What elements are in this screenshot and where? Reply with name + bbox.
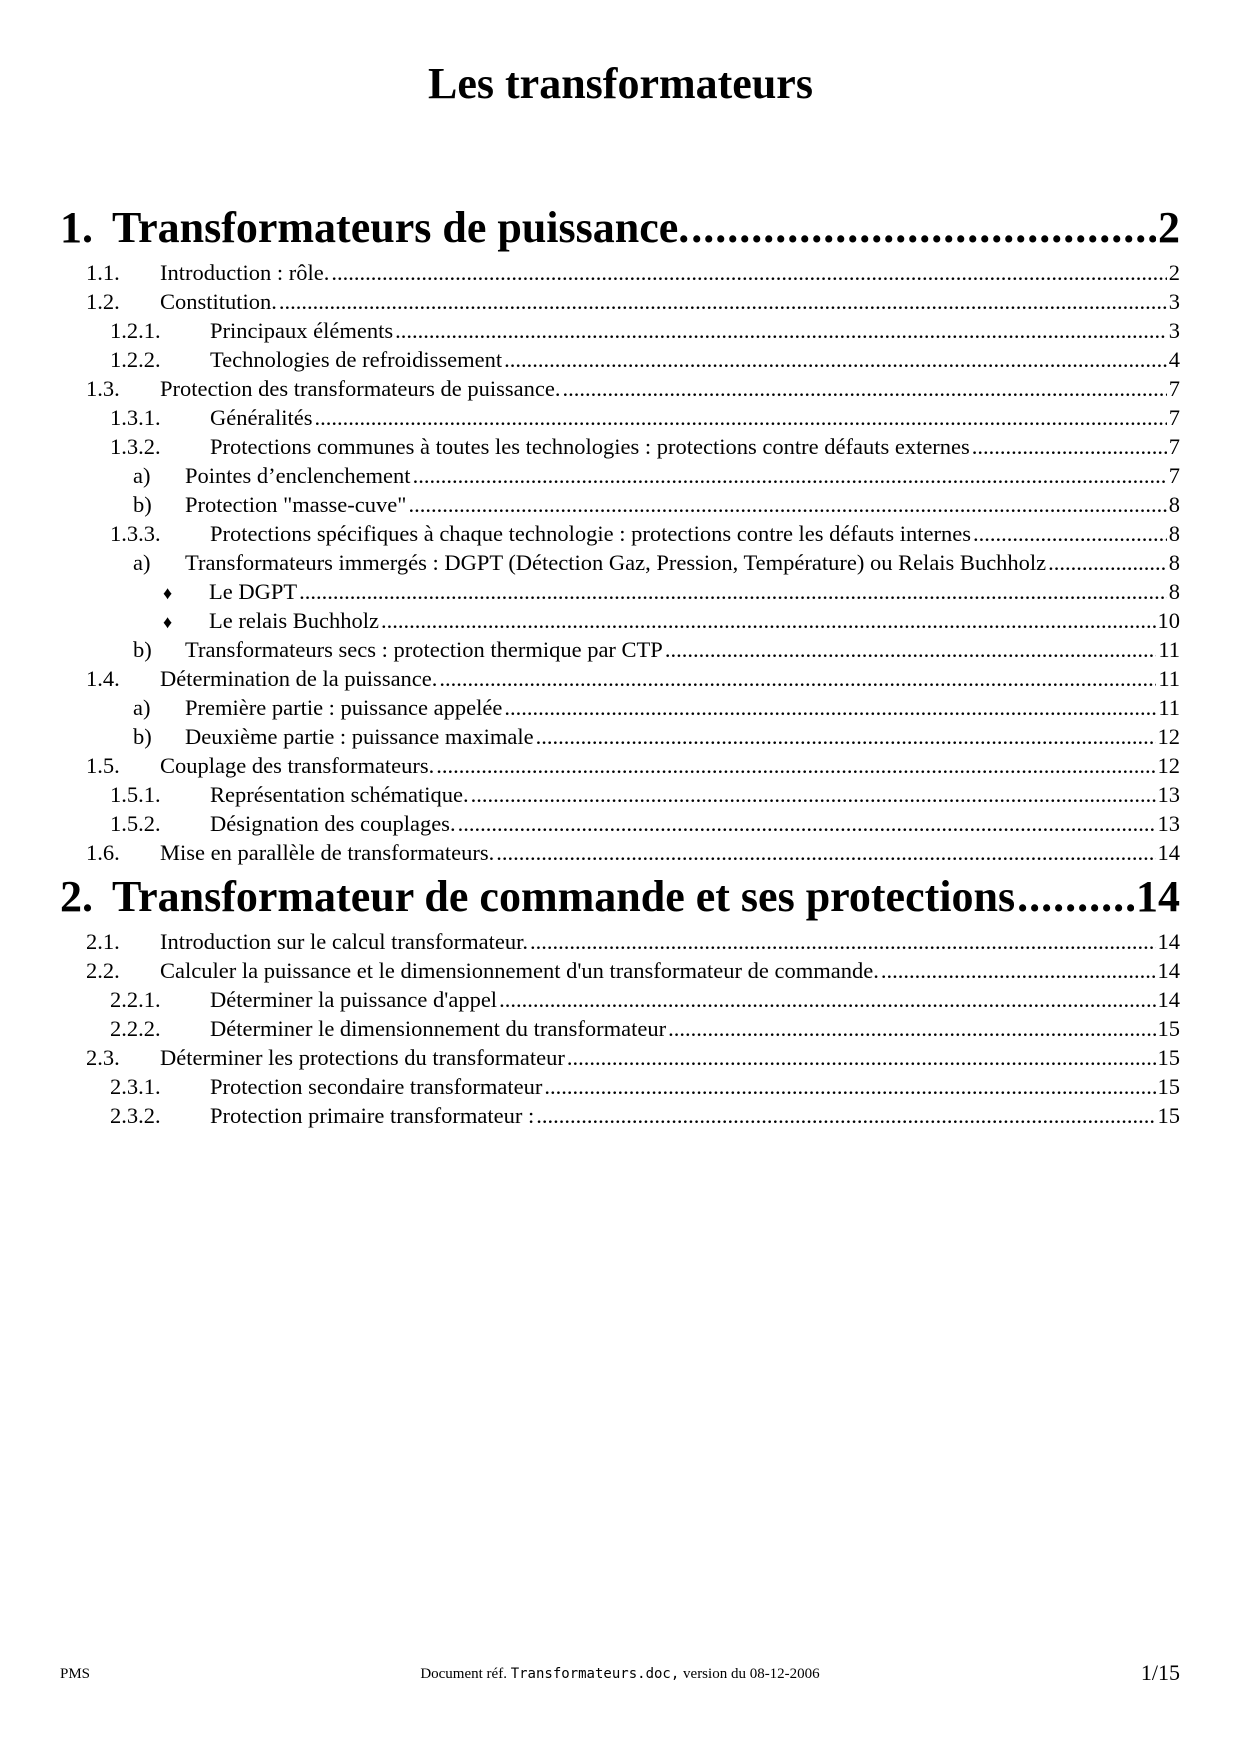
footer-version: version du 08-12-2006 [683, 1666, 820, 1682]
toc-entry-page: 15 [1157, 1016, 1180, 1041]
toc-leader-dots [413, 461, 1167, 490]
toc-entry-title: Protection des transformateurs de puissance. [160, 376, 561, 401]
toc-entry[interactable] [60, 838, 1180, 867]
toc-entry-title: Couplage des transformateurs. [160, 753, 435, 778]
toc-entry-page: 14 [1136, 872, 1180, 921]
toc-entry-page: 2 [1168, 260, 1180, 285]
toc-entry-page: 7 [1168, 405, 1180, 430]
toc-entry-page: 15 [1157, 1045, 1180, 1070]
toc-entry[interactable] [60, 956, 1180, 985]
toc-leader-dots [499, 985, 1155, 1014]
toc-leader-dots [395, 316, 1167, 345]
toc-entry-number: 1.5.2. [110, 811, 161, 836]
toc-entry-title: Protections spécifiques à chaque technologie : protections contre les défauts internes [210, 521, 972, 546]
toc-leader-dots [279, 287, 1167, 316]
toc-entry-page: 11 [1158, 637, 1180, 662]
toc-entry-title: Le DGPT [209, 579, 298, 604]
toc-entry[interactable] [60, 403, 1180, 432]
toc-entry[interactable] [60, 432, 1180, 461]
toc-leader-dots [691, 198, 1156, 258]
toc-entry-number: 2.2.1. [110, 987, 161, 1012]
toc-entry-title: Principaux éléments [210, 318, 394, 343]
footer-document-reference [60, 1666, 1180, 1683]
toc-entry[interactable] [60, 780, 1180, 809]
toc-entry[interactable] [60, 809, 1180, 838]
toc-leader-dots [536, 1101, 1155, 1130]
footer-filename: Transformateurs.doc, [510, 1666, 680, 1682]
toc-entry-title: Introduction : rôle. [160, 260, 330, 285]
toc-entry-page: 13 [1157, 811, 1180, 836]
toc-leader-dots [530, 927, 1156, 956]
toc-entry-number: 2.3.2. [110, 1103, 161, 1128]
toc-entry-title: Constitution. [160, 289, 277, 314]
toc-entry-page: 13 [1157, 782, 1180, 807]
toc-chapter[interactable] [60, 198, 1180, 258]
toc-entry-number: a) [133, 695, 151, 720]
toc-entry-number: 2.1. [86, 929, 120, 954]
footer-reference-prefix: Document réf. [420, 1666, 507, 1682]
toc-entry-number: 1.4. [86, 666, 120, 691]
page-title: Les transformateurs [428, 59, 813, 108]
toc-entry[interactable] [60, 751, 1180, 780]
toc-entry-number: a) [133, 550, 151, 575]
toc-leader-dots [496, 838, 1155, 867]
toc-entry[interactable] [60, 722, 1180, 751]
toc-entry-number: 1.2.1. [110, 318, 161, 343]
toc-leader-dots [458, 809, 1156, 838]
toc-entry-title: Première partie : puissance appelée [185, 695, 503, 720]
toc-leader-dots [471, 780, 1156, 809]
toc-leader-dots [381, 606, 1156, 635]
toc-entry-number: 1.3.2. [110, 434, 161, 459]
toc-entry[interactable] [60, 664, 1180, 693]
toc-entry[interactable] [60, 287, 1180, 316]
toc-entry-title: Transformateurs de puissance. [112, 203, 690, 252]
toc-entry-number: 1.6. [86, 840, 120, 865]
toc-entry[interactable] [60, 693, 1180, 722]
diamond-bullet-icon: ♦ [163, 612, 173, 632]
toc-leader-dots [567, 1043, 1156, 1072]
toc-entry[interactable] [60, 577, 1180, 606]
toc-leader-dots [881, 956, 1156, 985]
toc-entry-title: Mise en parallèle de transformateurs. [160, 840, 495, 865]
toc-entry[interactable] [60, 345, 1180, 374]
toc-entry-page: 7 [1168, 463, 1180, 488]
toc-entry-number: 2.2.2. [110, 1016, 161, 1041]
page-footer [60, 1660, 1180, 1690]
toc-leader-dots [668, 1014, 1155, 1043]
toc-entry-title: Déterminer la puissance d'appel [210, 987, 498, 1012]
toc-entry-number: 1.5. [86, 753, 120, 778]
toc-entry[interactable] [60, 258, 1180, 287]
toc-entry-page: 2 [1158, 203, 1180, 252]
toc-leader-dots [1017, 867, 1134, 927]
toc-leader-dots [314, 403, 1166, 432]
toc-entry[interactable] [60, 927, 1180, 956]
toc-entry-number: 1.3. [86, 376, 120, 401]
toc-entry-number: 2.3. [86, 1045, 120, 1070]
toc-entry[interactable] [60, 606, 1180, 635]
toc-entry-number: 1.2. [86, 289, 120, 314]
table-of-contents [60, 198, 1180, 1130]
toc-entry-title: Transformateurs immergés : DGPT (Détection Gaz, Pression, Température) ou Relais Buchholz [185, 550, 1047, 575]
toc-entry-number: 1.3.1. [110, 405, 161, 430]
toc-entry-title: Protection primaire transformateur : [210, 1103, 535, 1128]
toc-entry-title: Technologies de refroidissement [210, 347, 503, 372]
toc-entry-page: 3 [1168, 289, 1180, 314]
toc-entry-title: Protection "masse-cuve" [185, 492, 407, 517]
toc-entry-page: 14 [1157, 987, 1180, 1012]
toc-entry-number: 1.3.3. [110, 521, 161, 546]
toc-entry-page: 10 [1157, 608, 1180, 633]
toc-entry[interactable] [60, 1101, 1180, 1130]
toc-entry-title: Désignation des couplages. [210, 811, 456, 836]
toc-leader-dots [299, 577, 1167, 606]
toc-entry-page: 4 [1168, 347, 1180, 372]
toc-leader-dots [973, 519, 1167, 548]
toc-leader-dots [408, 490, 1166, 519]
toc-entry-number: b) [133, 637, 152, 662]
toc-entry-page: 8 [1168, 492, 1180, 517]
toc-entry-title: Protection secondaire transformateur [210, 1074, 543, 1099]
footer-page-number: 1/15 [1140, 1660, 1180, 1685]
toc-entry-page: 12 [1157, 753, 1180, 778]
toc-entry-title: Représentation schématique. [210, 782, 469, 807]
toc-entry-title: Généralités [210, 405, 313, 430]
toc-entry-number: 1. [60, 203, 93, 252]
toc-entry[interactable] [60, 490, 1180, 519]
toc-chapter[interactable] [60, 867, 1180, 927]
toc-entry-page: 15 [1157, 1074, 1180, 1099]
toc-entry-page: 7 [1168, 434, 1180, 459]
toc-entry-number: 1.2.2. [110, 347, 161, 372]
toc-entry-number: 2. [60, 872, 93, 921]
footer-author: PMS [60, 1666, 91, 1682]
toc-entry[interactable] [60, 461, 1180, 490]
toc-entry-number: b) [133, 724, 152, 749]
toc-entry[interactable] [60, 519, 1180, 548]
toc-entry-page: 11 [1158, 666, 1180, 691]
toc-entry-page: 14 [1157, 929, 1180, 954]
toc-entry-title: Introduction sur le calcul transformateur. [160, 929, 528, 954]
toc-entry[interactable] [60, 374, 1180, 403]
toc-entry-title: Transformateurs secs : protection thermique par CTP [185, 637, 663, 662]
toc-entry-title: Le relais Buchholz [209, 608, 379, 633]
toc-entry[interactable] [60, 316, 1180, 345]
toc-entry[interactable] [60, 1014, 1180, 1043]
toc-leader-dots [536, 722, 1156, 751]
toc-entry-number: 1.1. [86, 260, 120, 285]
toc-entry-title: Deuxième partie : puissance maximale [185, 724, 534, 749]
toc-leader-dots [665, 635, 1157, 664]
toc-entry[interactable] [60, 1072, 1180, 1101]
toc-entry-page: 15 [1157, 1103, 1180, 1128]
toc-entry-title: Déterminer les protections du transformateur [160, 1045, 565, 1070]
toc-entry-number: 2.3.1. [110, 1074, 161, 1099]
toc-leader-dots [504, 693, 1156, 722]
toc-entry-page: 12 [1157, 724, 1180, 749]
toc-entry[interactable] [60, 635, 1180, 664]
toc-leader-dots [504, 345, 1167, 374]
toc-entry-page: 14 [1157, 958, 1180, 983]
toc-entry[interactable] [60, 548, 1180, 577]
toc-leader-dots [563, 374, 1167, 403]
toc-entry-number: 2.2. [86, 958, 120, 983]
toc-leader-dots [439, 664, 1156, 693]
toc-leader-dots [331, 258, 1166, 287]
toc-entry-page: 14 [1157, 840, 1180, 865]
toc-entry-title: Pointes d’enclenchement [185, 463, 411, 488]
toc-entry[interactable] [60, 985, 1180, 1014]
toc-entry-title: Protections communes à toutes les technologies : protections contre défauts externes [210, 434, 970, 459]
toc-entry-page: 8 [1168, 521, 1180, 546]
toc-leader-dots [436, 751, 1155, 780]
toc-entry-page: 8 [1168, 550, 1180, 575]
toc-entry-page: 3 [1168, 318, 1180, 343]
toc-leader-dots [1048, 548, 1167, 577]
toc-entry-number: 1.5.1. [110, 782, 161, 807]
toc-entry-title: Calculer la puissance et le dimensionnement d'un transformateur de commande. [160, 958, 879, 983]
diamond-bullet-icon: ♦ [163, 583, 173, 603]
toc-entry[interactable] [60, 1043, 1180, 1072]
toc-entry-title: Déterminer le dimensionnement du transformateur [210, 1016, 667, 1041]
toc-entry-page: 8 [1168, 579, 1180, 604]
toc-leader-dots [544, 1072, 1155, 1101]
toc-entry-title: Détermination de la puissance. [160, 666, 438, 691]
toc-entry-number: b) [133, 492, 152, 517]
toc-entry-page: 11 [1158, 695, 1180, 720]
toc-leader-dots [972, 432, 1167, 461]
toc-entry-number: a) [133, 463, 151, 488]
toc-entry-title: Transformateur de commande et ses protections [112, 872, 1016, 921]
toc-entry-page: 7 [1168, 376, 1180, 401]
